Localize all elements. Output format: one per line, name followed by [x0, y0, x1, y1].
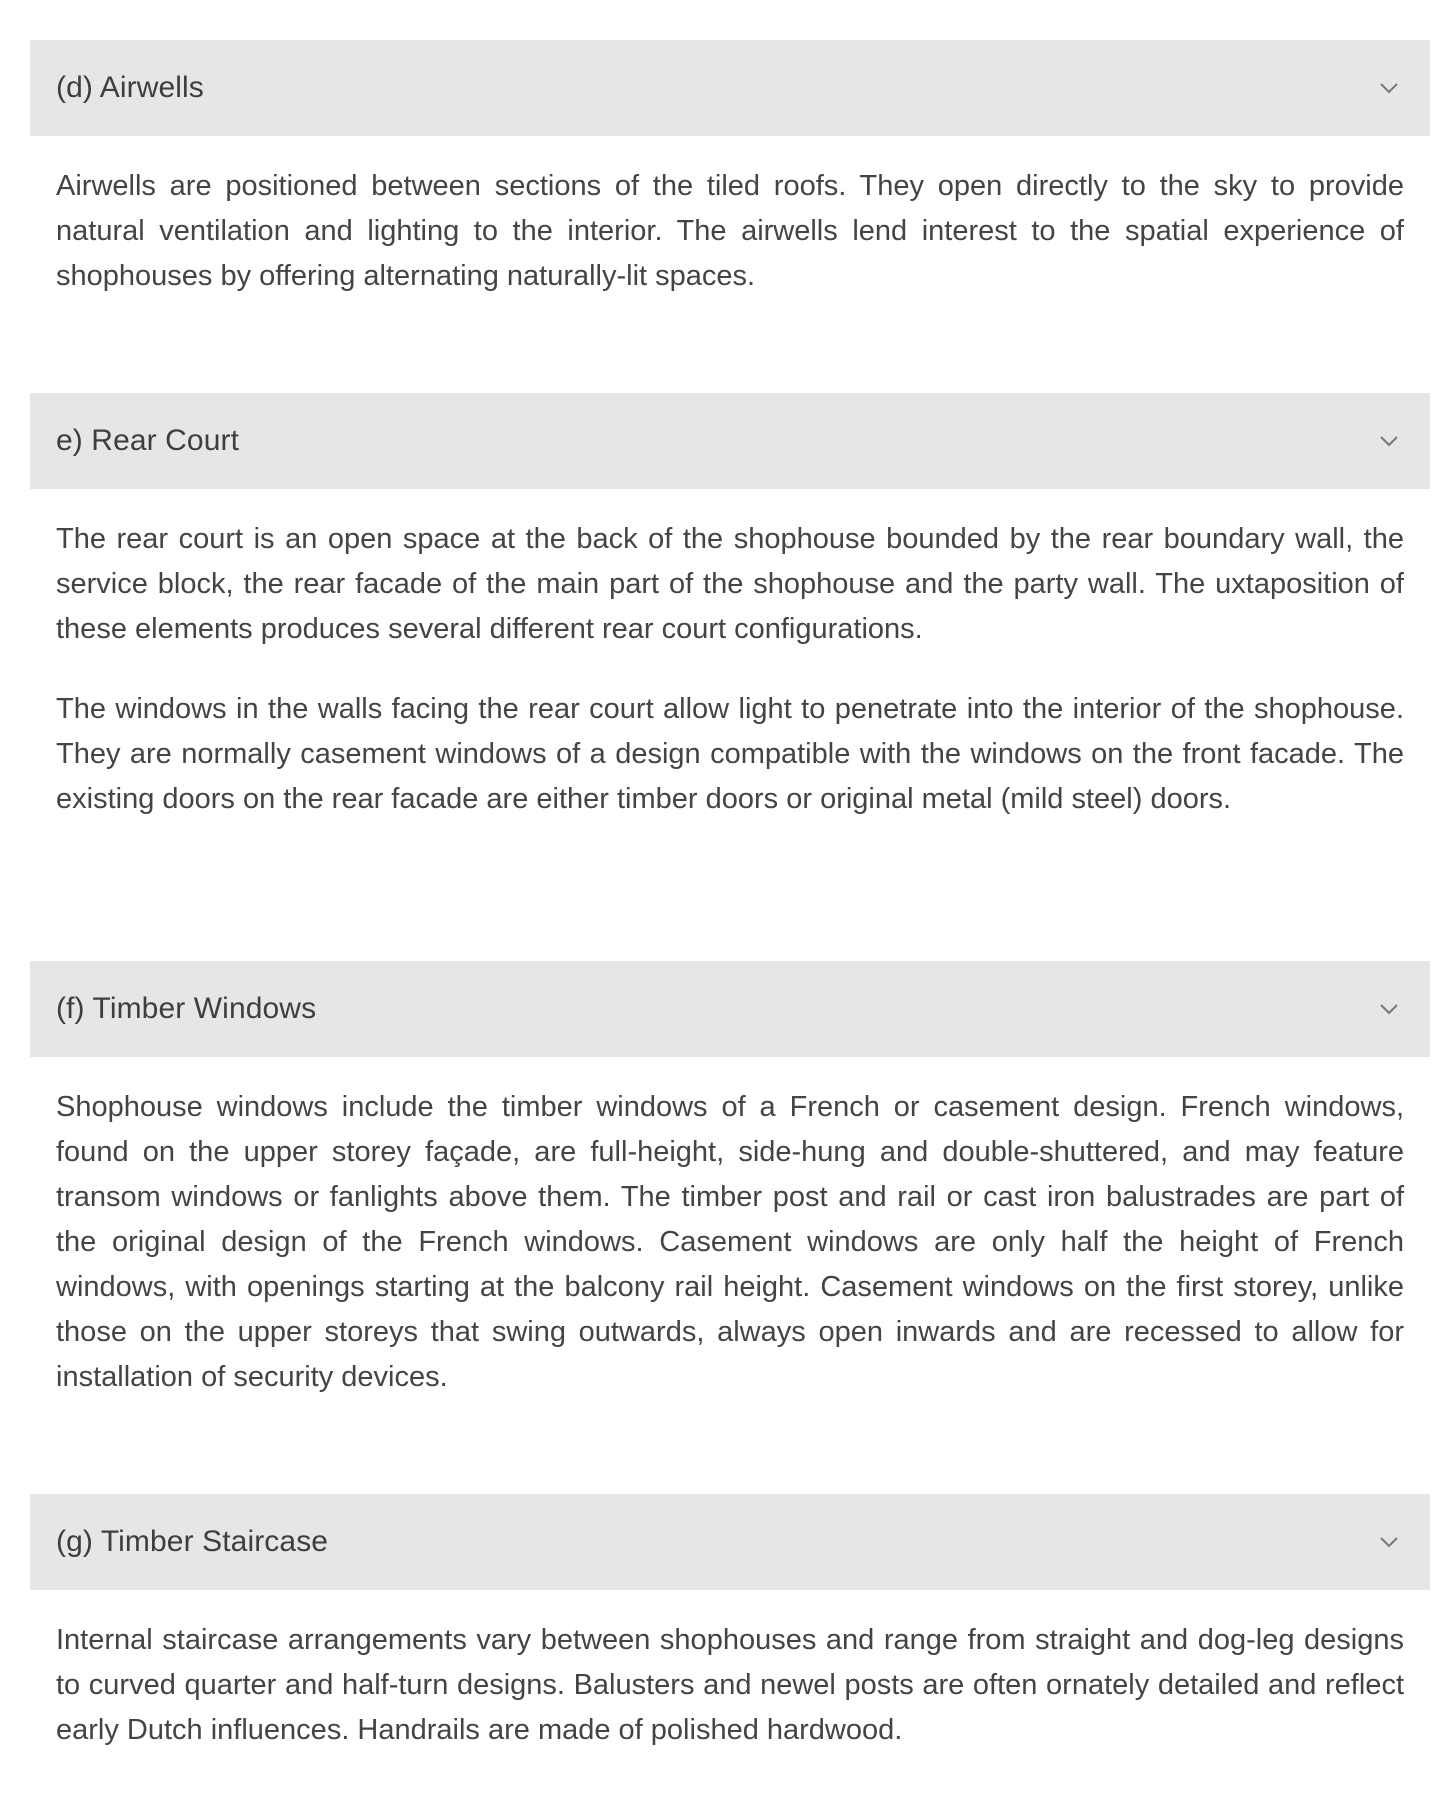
accordion-section-timber-windows — [30, 961, 1430, 1400]
body-paragraph: Shophouse windows include the timber windows of a French or casement design. French windows, found on the upper storey façade, are full-height, side-hung and double-shuttered, and may feature transom windows or fanlights above them. The timber post and rail or cast iron balustrades are part of the original design of the French windows. Casement windows are only half the height of French windows, with openings starting at the balcony rail height. Casement windows on the first storey, unlike those on the upper storeys that swing outwards, always open inwards and are recessed to allow for installation of security devices. — [56, 1091, 1404, 1393]
accordion-header-timber-staircase[interactable] — [30, 1494, 1430, 1590]
accordion-body — [30, 1590, 1430, 1753]
accordion-header-rear-court[interactable] — [30, 393, 1430, 489]
accordion-header-timber-windows[interactable] — [30, 961, 1430, 1057]
body-paragraph: Internal staircase arrangements vary between shophouses and range from straight and dog-leg designs to curved quarter and half-turn designs. Balusters and newel posts are often ornately detailed and reflect early Dutch influences. Handrails are made of polished hardwood. — [56, 1624, 1404, 1746]
accordion-body — [30, 489, 1430, 822]
accordion-title: (f) Timber Windows — [56, 992, 317, 1025]
body-paragraph: The rear court is an open space at the back of the shophouse bounded by the rear boundary wall, the service block, the rear facade of the main part of the shophouse and the party wall. The uxtaposition of these elements produces several different rear court configurations. — [56, 523, 1404, 645]
accordion-title: (d) Airwells — [56, 71, 204, 104]
body-paragraph: Airwells are positioned between sections of the tiled roofs. They open directly to the sky to provide natural ventilation and lighting to the interior. The airwells lend interest to the spatial experience of shophouses by offering alternating naturally-lit spaces. — [56, 170, 1404, 292]
chevron-down-icon[interactable] — [1378, 430, 1400, 452]
accordion-title: (g) Timber Staircase — [56, 1525, 329, 1558]
accordion-header-airwells[interactable] — [30, 40, 1430, 136]
accordion-body — [30, 1057, 1430, 1400]
accordion-section-rear-court — [30, 393, 1430, 822]
body-paragraph: The windows in the walls facing the rear court allow light to penetrate into the interior of the shophouse. They are normally casement windows of a design compatible with the windows on the front facade. The existing doors on the rear facade are either timber doors or original metal (mild steel) doors. — [56, 693, 1404, 815]
accordion-body — [30, 136, 1430, 299]
chevron-down-icon[interactable] — [1378, 1531, 1400, 1553]
accordion-section-timber-staircase — [30, 1494, 1430, 1753]
chevron-down-icon[interactable] — [1378, 998, 1400, 1020]
accordion-section-airwells — [30, 40, 1430, 299]
chevron-down-icon[interactable] — [1378, 77, 1400, 99]
accordion-title: e) Rear Court — [56, 424, 240, 457]
